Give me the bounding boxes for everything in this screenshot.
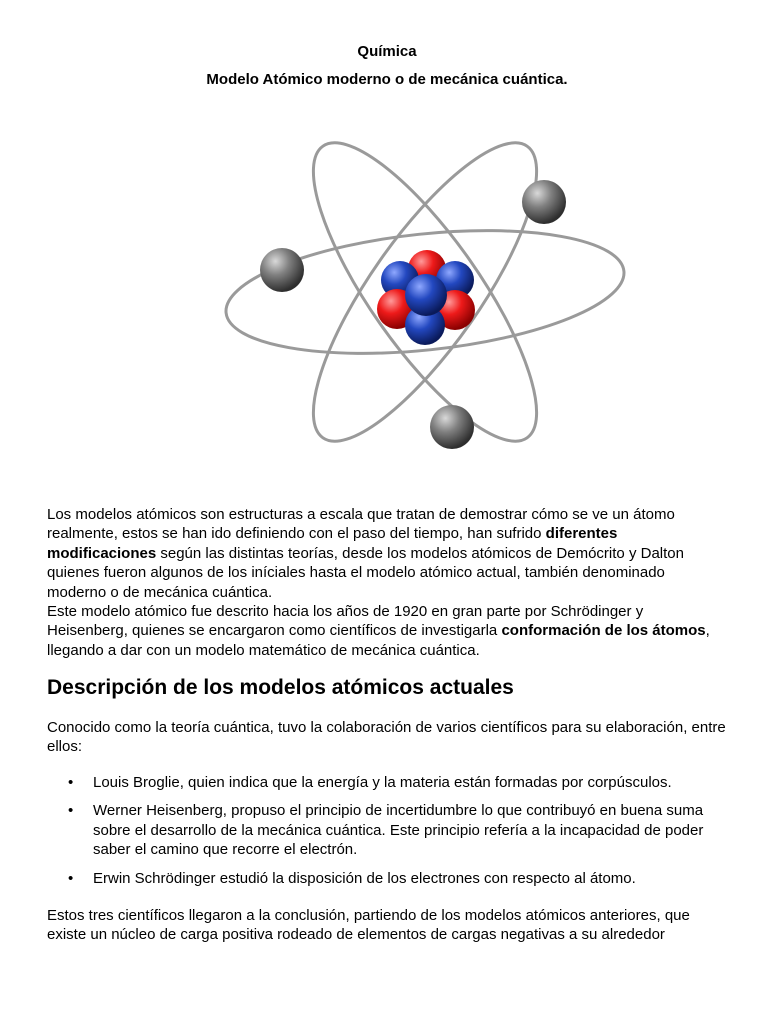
bullet-icon: • xyxy=(68,869,74,887)
intro-text-4: , llegando a dar con un modelo matemático de mecánica cuántica. xyxy=(47,622,710,659)
subject-heading: Química xyxy=(357,43,417,60)
section-lead: Conocido como la teoría cuántica, tuvo la colaboración de varios científicos para su elaboración, entre ellos: xyxy=(47,719,726,756)
atom-diagram xyxy=(210,112,640,472)
section-heading: Descripción de los modelos atómicos actuales xyxy=(47,676,514,699)
atom-illustration xyxy=(210,112,640,472)
neutron xyxy=(405,274,447,316)
bullet-icon: • xyxy=(68,802,74,820)
nucleus xyxy=(377,250,475,345)
list-item-text: Louis Broglie, quien indica que la energía y la materia están formadas por corpúsculos. xyxy=(93,774,672,791)
electron-left xyxy=(260,248,304,292)
list-item xyxy=(47,869,727,888)
list-item-text: Erwin Schrödinger estudió la disposición de los electrones con respecto al átomo. xyxy=(93,869,636,887)
intro-text-2: según las distintas teorías, desde los modelos atómicos de Demócrito y Dalton quienes fueron algunos de los iníciales hasta el modelo atómico actual, también denominado moderno o de mecánica cuántica. xyxy=(47,544,684,601)
bullet-icon: • xyxy=(68,774,74,791)
closing-paragraph: Estos tres científicos llegaron a la conclusión, partiendo de los modelos atómicos anteriores, que existe un núcleo de carga positiva rodeado de elementos de cargas negativas a su alrededor xyxy=(47,907,690,944)
intro-bold-2: conformación de los átomos xyxy=(501,622,706,640)
page-title: Modelo Atómico moderno o de mecánica cuántica. xyxy=(206,71,568,88)
electron-bottom xyxy=(430,405,474,449)
list-item-text: Werner Heisenberg, propuso el principio de incertidumbre lo que contribuyó en buena suma sobre el desarrollo de la mecánica cuántica. Este principio refería a la incapacidad de poder saber el camino que recorre el electrón. xyxy=(93,802,704,859)
scientists-list xyxy=(47,773,727,897)
list-item xyxy=(47,773,727,792)
electron-right xyxy=(522,180,566,224)
list-item xyxy=(47,801,727,859)
intro-text-3: Este modelo atómico fue descrito hacia los años de 1920 en gran parte por Schrödinger y Heisenberg, quienes se encargaron como científicos de investigarla xyxy=(47,603,644,640)
intro-bold-1: diferentes modificaciones xyxy=(47,525,618,562)
intro-paragraph xyxy=(47,505,727,660)
intro-text-1: Los modelos atómicos son estructuras a escala que tratan de demostrar cómo se ve un átomo realmente, estos se han ido definiendo con el paso del tiempo, han sufrido xyxy=(47,506,675,543)
